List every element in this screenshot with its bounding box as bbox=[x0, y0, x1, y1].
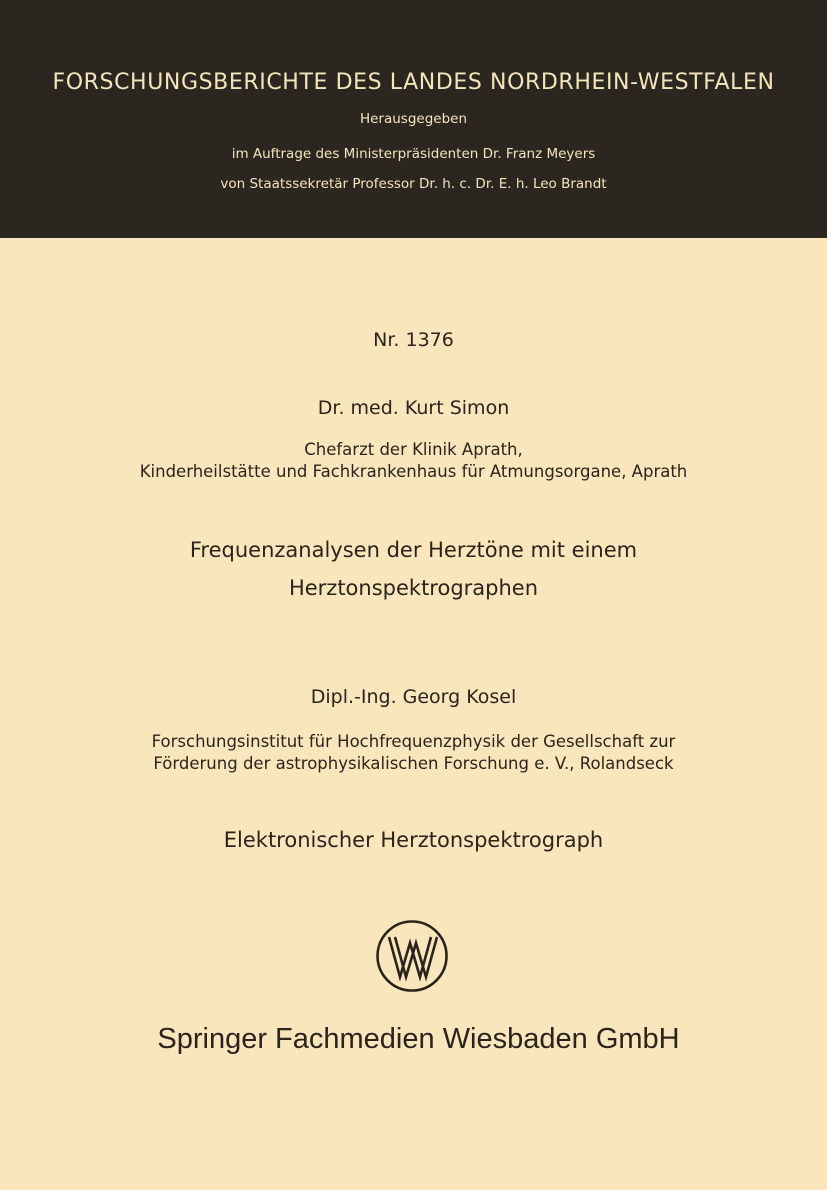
header-line-editor: von Staatssekretär Professor Dr. h. c. Dr. E. h. Leo Brandt bbox=[220, 176, 607, 192]
header-line-editor-label: Herausgegeben bbox=[359, 111, 468, 127]
publisher-w-logo-icon bbox=[375, 919, 449, 993]
publisher-name: Springer Fachmedien Wiesbaden GmbH bbox=[157, 1023, 680, 1055]
author-1-affiliation-line-1: Chefarzt der Klinik Aprath, bbox=[304, 440, 523, 459]
title-1-line-2: Herztonspektrographen bbox=[288, 576, 539, 600]
series-title: FORSCHUNGSBERICHTE DES LANDES NORDRHEIN-WESTFALEN bbox=[52, 70, 775, 95]
report-number: Nr. 1376 bbox=[373, 329, 454, 351]
header-band bbox=[0, 0, 827, 238]
header-line-commission: im Auftrage des Ministerpräsidenten Dr. Franz Meyers bbox=[231, 146, 596, 162]
title-2: Elektronischer Herztonspektrograph bbox=[223, 828, 604, 852]
author-2-affiliation-line-1: Forschungsinstitut für Hochfrequenzphysik der Gesellschaft zur bbox=[151, 732, 676, 751]
title-1-line-1: Frequenzanalysen der Herztöne mit einem bbox=[189, 538, 638, 562]
author-1-affiliation-line-2: Kinderheilstätte und Fachkrankenhaus für Atmungsorgane, Aprath bbox=[139, 462, 688, 481]
author-2-affiliation-line-2: Förderung der astrophysikalischen Forschung e. V., Rolandseck bbox=[153, 754, 674, 773]
author-1: Dr. med. Kurt Simon bbox=[317, 397, 510, 419]
author-2: Dipl.-Ing. Georg Kosel bbox=[310, 686, 517, 708]
